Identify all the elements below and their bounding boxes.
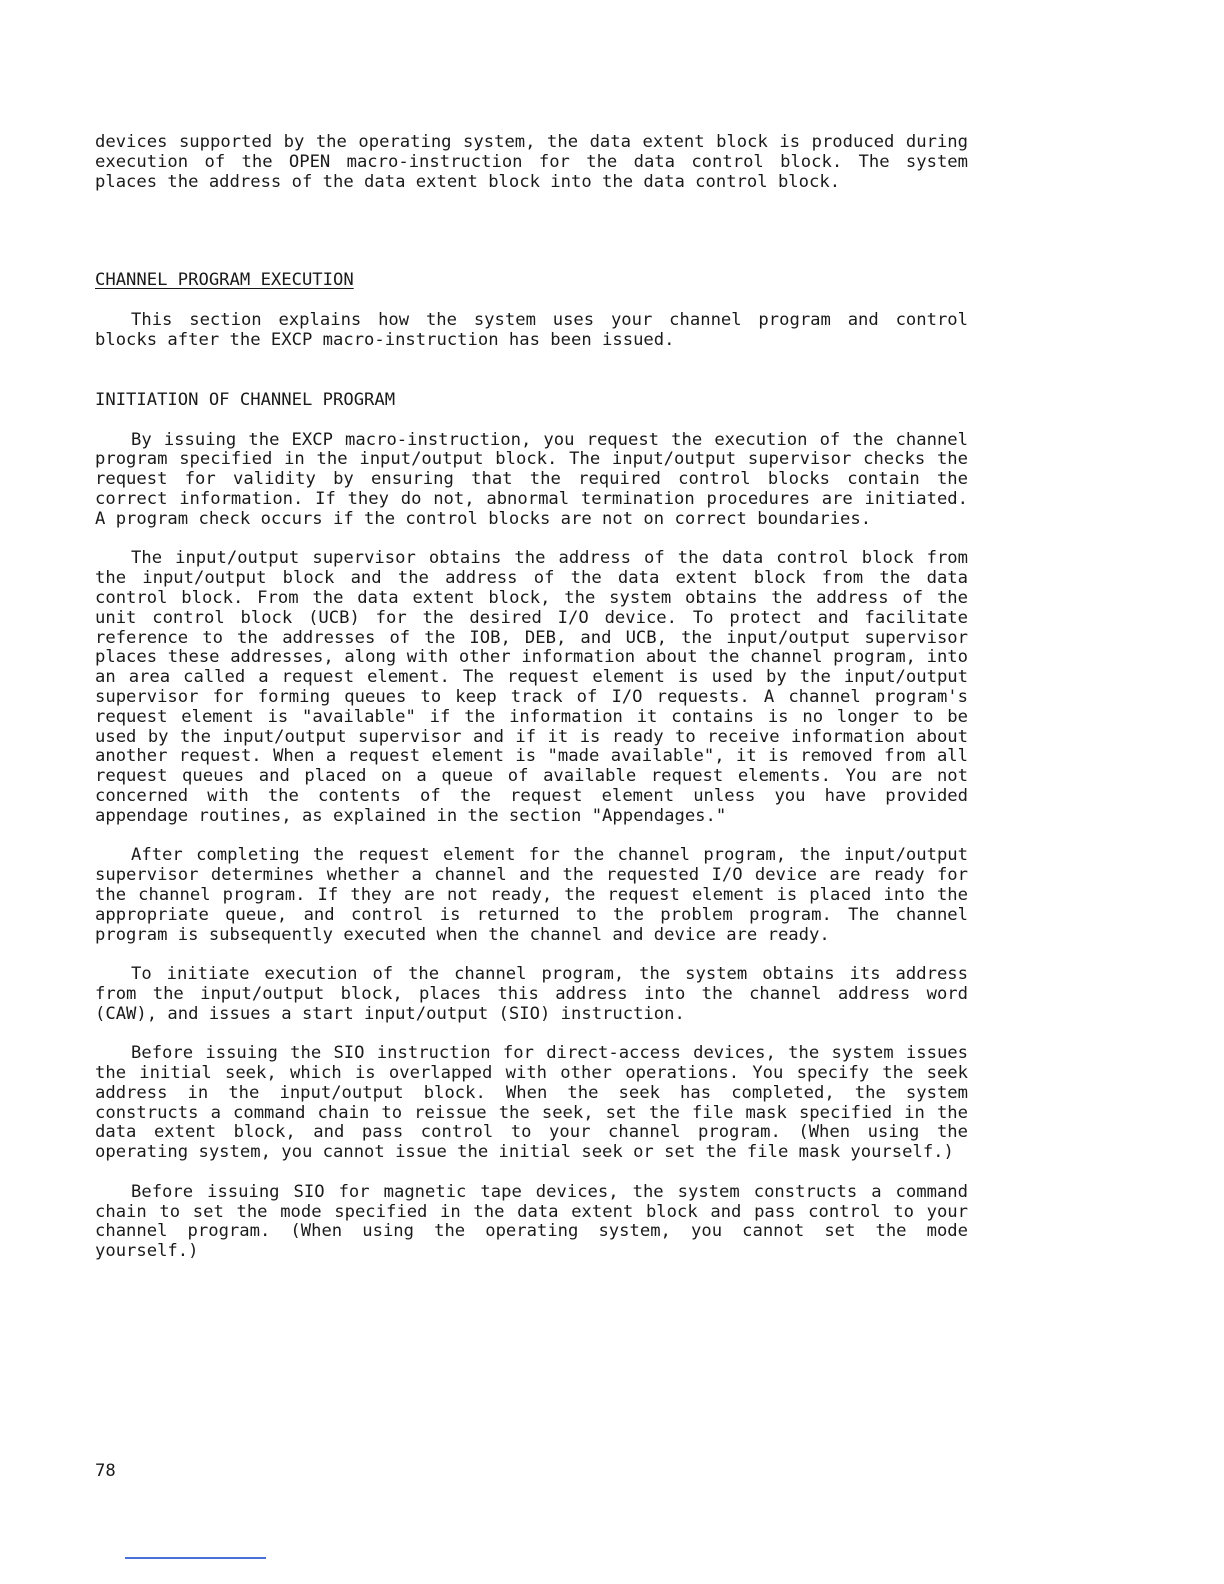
paragraph-channel-ready: After completing the request element for the channel program, the input/output supervisor determines whether a channel and the requested I/O device are ready for the channel program. If they are not ready, the request element is placed into the appropriate queue, and control is returned to the problem program. The channel program is subsequently executed when the channel and device are ready.: [95, 845, 968, 945]
section-intro-paragraph: This section explains how the system uses your channel program and control blocks after the EXCP macro-instruction has been issued.: [95, 310, 968, 350]
paragraph-request-element: The input/output supervisor obtains the address of the data control block from the input/output block and the address of the data extent block from the data control block. From the data extent block, the system obtains the address of the unit control block (UCB) for the desired I/O device. To protect and facilitate reference to the addresses of the IOB, DEB, and UCB, the input/output supervisor places these addresses, along with other information about the channel program, into an area called a request element. The request element is used by the input/output supervisor for forming queues to keep track of I/O requests. A channel program's request element is "available" if the information it contains is no longer to be used by the input/output supervisor and if it is ready to receive information about another request. When a request element is "made available", it is removed from all request queues and placed on a queue of available request elements. You are not concerned with the contents of the request element unless you have provided appendage routines, as explained in the section "Appendages.": [95, 548, 968, 826]
scan-rule-line: [125, 1557, 266, 1559]
paragraph-initiate-execution: To initiate execution of the channel program, the system obtains its address from the input/output block, places this address into the channel address word (CAW), and issues a start input/output (SIO) instruction.: [95, 964, 968, 1024]
section-heading-channel-program-execution: CHANNEL PROGRAM EXECUTION: [95, 270, 354, 291]
document-page: [95, 133, 968, 1262]
page-number: 78: [95, 1461, 116, 1481]
section-heading-initiation: INITIATION OF CHANNEL PROGRAM: [95, 389, 396, 410]
paragraph-excp-request: By issuing the EXCP macro-instruction, you request the execution of the channel program specified in the input/output block. The input/output supervisor checks the request for validity by ensuring that the required control blocks contain the correct information. If they do not, abnormal termination procedures are initiated. A program check occurs if the control blocks are not on correct boundaries.: [95, 429, 968, 529]
paragraph-magnetic-tape: Before issuing SIO for magnetic tape devices, the system constructs a command chain to set the mode specified in the data extent block and pass control to your channel program. (When using the operating system, you cannot set the mode yourself.): [95, 1181, 968, 1262]
intro-paragraph: devices supported by the operating system, the data extent block is produced during execution of the OPEN macro-instruction for the data control block. The system places the address of the data extent block into the data control block.: [95, 132, 968, 192]
paragraph-direct-access: Before issuing the SIO instruction for direct-access devices, the system issues the initial seek, which is overlapped with other operations. You specify the seek address in the input/output block. When the seek has completed, the system constructs a command chain to reissue the seek, set the file mask specified in the data extent block, and pass control to your channel program. (When using the operating system, you cannot issue the initial seek or set the file mask yourself.): [95, 1043, 968, 1163]
